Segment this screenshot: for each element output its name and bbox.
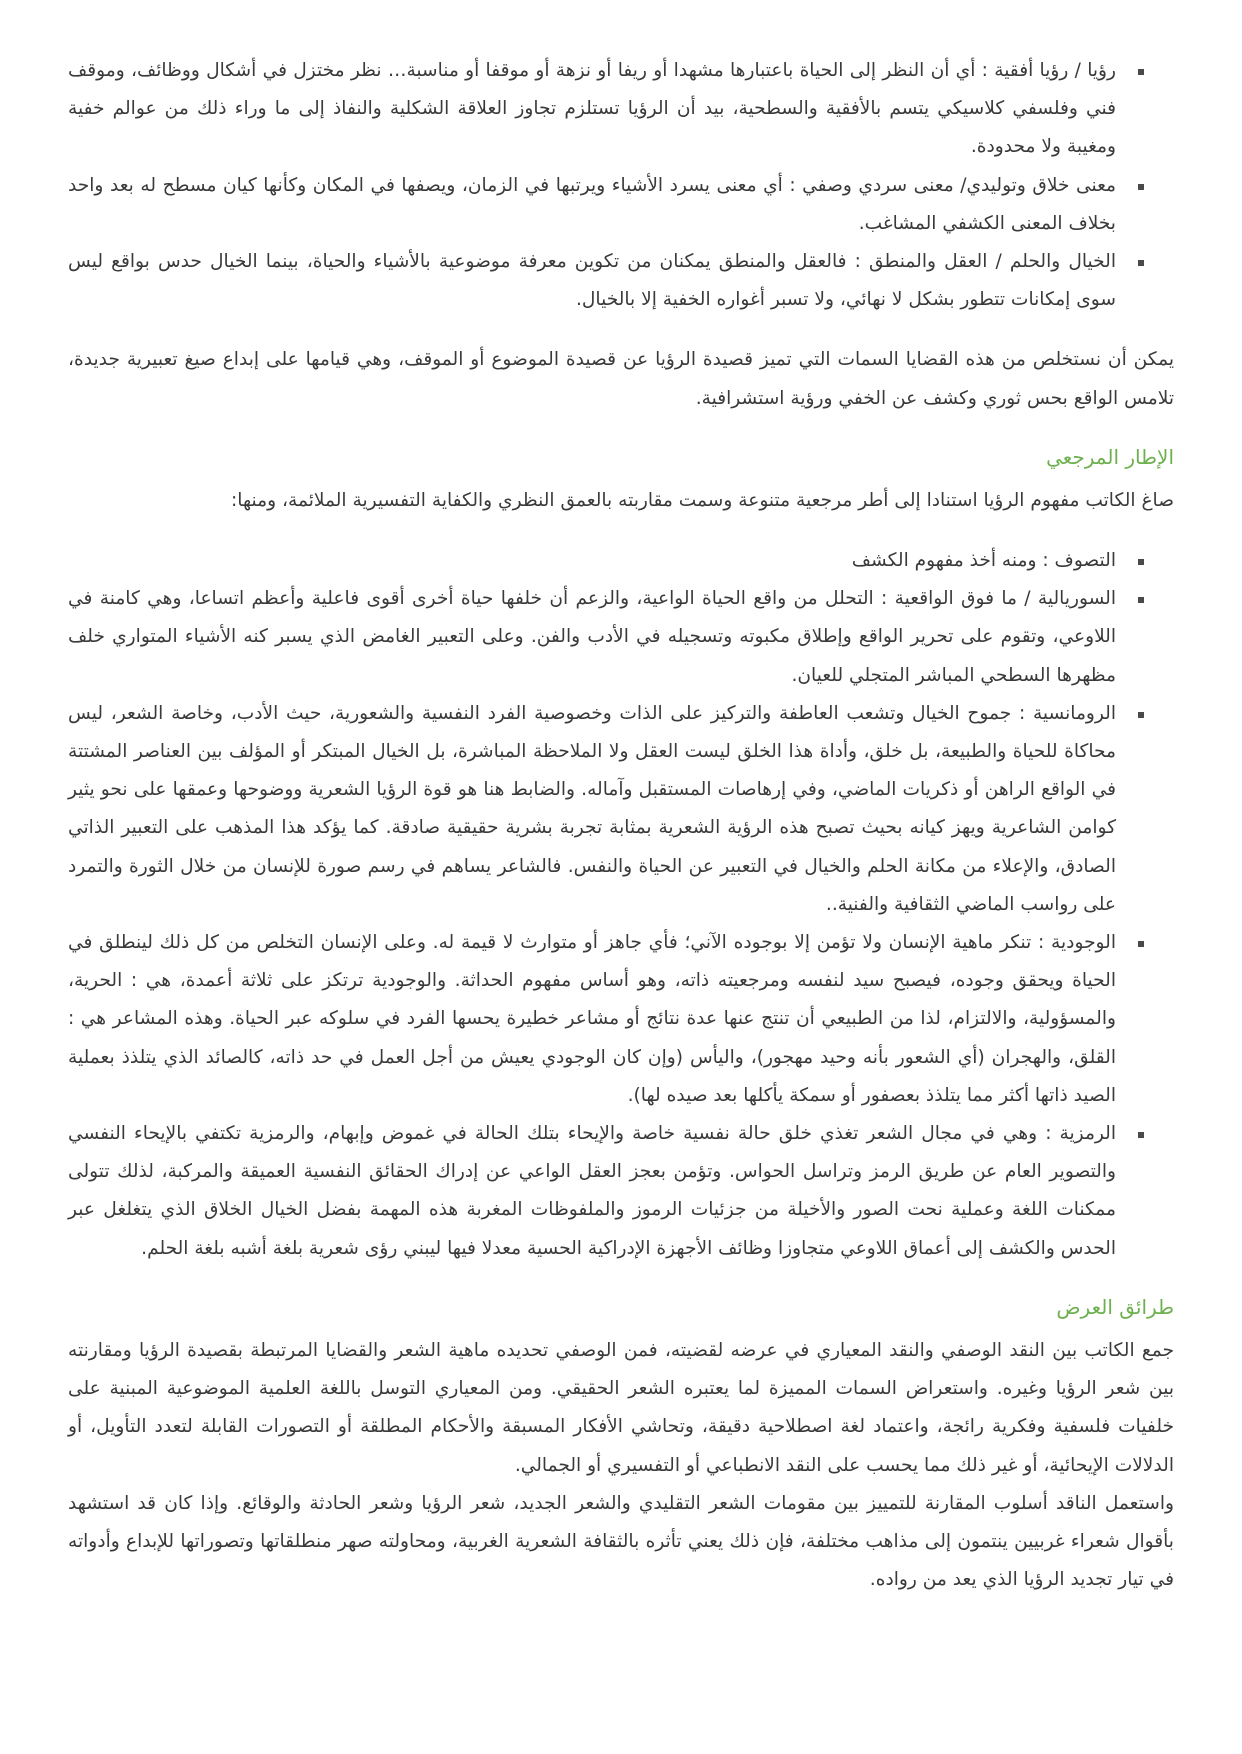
presentation-paragraph: واستعمل الناقد أسلوب المقارنة للتمييز بين مقومات الشعر التقليدي والشعر الجديد، شعر الرؤيا وشعر الحادثة والوقائع. وإذا كان قد استشهد بأقوال شعراء غربيين ينتمون إلى مذاهب مختلفة، فإن ذلك يعني تأثره بالثقافة الشعرية الغربية، ومحاولته صهر منطلقاتها وتصوراتها للإبداع وأدواته في تيار تجديد الرؤيا الذي يعد من رواده.: [68, 1492, 1174, 1591]
reference-intro: صاغ الكاتب مفهوم الرؤيا استنادا إلى أطر مرجعية متنوعة وسمت مقاربته بالعمق النظري والكفاية التفسيرية الملائمة، ومنها:: [231, 489, 1174, 511]
bullet-marker: [1138, 260, 1144, 266]
list-item-text: معنى خلاق وتوليدي/ معنى سردي وصفي : أي معنى يسرد الأشياء ويرتبها في الزمان، ويصفها في المكان وكأنها كيان مسطح له بعد واحد بخلاف المعنى الكشفي المشاغب.: [68, 174, 1116, 234]
section-heading-presentation: طرائق العرض: [1056, 1294, 1174, 1319]
list-item: [68, 243, 1116, 319]
bullet-marker: [1138, 69, 1144, 75]
list-item-text: الرمزية : وهي في مجال الشعر تغذي خلق حالة نفسية خاصة والإيحاء بتلك الحالة في غموض وإبهام، والرمزية تكتفي بالإيحاء النفسي والتصوير العام عن طريق الرمز وتراسل الحواس. وتؤمن بعجز العقل الواعي عن إدراك الحقائق النفسية العميقة والمركبة، لذلك تتولى ممكنات اللغة وعملية نحت الصور والأخيلة من جزئيات الرموز والملفوظات المغربة هذه المهمة بفضل الخيال الخلاق الذي يتغلغل عبر الحدس والكشف إلى أعماق اللاوعي متجاوزا وظائف الأجهزة الإدراكية الحسية معدلا فيها ليبني رؤى شعرية بلغة أشبه بلغة الحلم.: [68, 1123, 1116, 1259]
list-item: [68, 924, 1116, 1115]
list-item: [68, 695, 1116, 924]
bullet-marker: [1138, 184, 1144, 190]
bullet-marker: [1138, 597, 1144, 603]
presentation-paragraph: جمع الكاتب بين النقد الوصفي والنقد المعياري في عرضه لقضيته، فمن الوصفي تحديده ماهية الشعر والقضايا المرتبطة بقصيدة الرؤيا ومقارنته بين شعر الرؤيا وغيره. واستعراض السمات المميزة لما يعتبره الشعر الحقيقي. ومن المعياري التوسل باللغة العلمية الموضوعية المبنية على خلفيات فلسفية وفكرية رائجة، واعتماد لغة اصطلاحية دقيقة، وتحاشي الأفكار المسبقة والأحكام المطلقة أو التصورات القابلة لتعدد التأويل، أو الدلالات الإيحائية، أو غير ذلك مما يحسب على النقد الانطباعي أو التفسيري أو الجمالي.: [68, 1339, 1174, 1476]
list-item: [68, 52, 1116, 167]
definitions-list: [68, 52, 1174, 319]
list-item: [68, 1115, 1116, 1268]
list-item-text: التصوف : ومنه أخذ مفهوم الكشف: [851, 550, 1116, 572]
list-item-text: رؤيا / رؤيا أفقية : أي أن النظر إلى الحياة باعتبارها مشهدا أو ريفا أو نزهة أو موقفا أو مناسبة… نظر مختزل في أشكال ووظائف، وموقف فني وفلسفي كلاسيكي يتسم بالأفقية والسطحية، بيد أن الرؤيا تستلزم تجاوز العلاقة الشكلية والنفاذ إلى ما وراء ذلك من عوالم خفية ومغيبة ولا محدودة.: [68, 60, 1116, 158]
list-item-text: الوجودية : تنكر ماهية الإنسان ولا تؤمن إلا بوجوده الآني؛ فأي جاهز أو متوارث لا قيمة له. وعلى الإنسان التخلص من كل ذلك لينطلق في الحياة ويحقق وجوده، فيصبح سيد لنفسه ومرجعيته ذاته، وهو أساس مفهوم الحداثة. والوجودية ترتكز على ثلاثة أعمدة، هي : الحرية، والمسؤولية، والالتزام، لذا من الطبيعي أن تنتج عنها عدة نتائج أو مشاعر خطيرة يحسها الفرد في سلوكه عبر الحياة. وهذه المشاعر هي : القلق، والهجران (أي الشعور بأنه وحيد مهجور)، واليأس (وإن كان الوجودي يعيش من أجل العمل في حد ذاته، كالصائد الذي يتلذذ بعملية الصيد ذاتها أكثر مما يتلذذ بعصفور أو سمكة يأكلها بعد صيده لها).: [68, 932, 1116, 1106]
list-item-text: السوريالية / ما فوق الواقعية : التحلل من واقع الحياة الواعية، والزعم أن خلفها حياة أخرى أقوى فاعلية وأعظم اتساعا، وهي كامنة في اللاوعي، وتقوم على تحرير الواقع وإطلاق مكبوته وتسجيله في الأدب والفن. وعلى التعبير الغامض الذي يسبر كنه الأشياء المتواري خلف مظهرها السطحي المباشر المتجلي للعيان.: [68, 588, 1116, 686]
list-item: [68, 167, 1116, 243]
list-item-text: الخيال والحلم / العقل والمنطق : فالعقل والمنطق يمكنان من تكوين معرفة موضوعية بالأشياء والحياة، بينما الخيال حدس بواقع ليس سوى إمكانات تتطور بشكل لا نهائي، ولا تسبر أغواره الخفية إلا بالخيال.: [68, 251, 1116, 311]
bullet-marker: [1138, 712, 1144, 718]
bullet-marker: [1138, 559, 1144, 565]
spacer: [68, 528, 1174, 542]
bullet-marker: [1138, 941, 1144, 947]
summary-paragraph: يمكن أن نستخلص من هذه القضايا السمات التي تميز قصيدة الرؤيا عن قصيدة الموضوع أو الموقف، وهي قيامها على إبداع صيغ تعبيرية جديدة، تلامس الواقع بحس ثوري وكشف عن الخفي ورؤية استشرافية.: [68, 349, 1174, 409]
reference-list: [68, 542, 1174, 1268]
section-heading-reference: الإطار المرجعي: [1046, 444, 1174, 469]
list-item: [68, 542, 1116, 580]
list-item-text: الرومانسية : جموح الخيال وتشعب العاطفة والتركيز على الذات وخصوصية الفرد النفسية والشعورية، حيث الأدب، وخاصة الشعر، ليس محاكاة للحياة والطبيعة، بل خلق، وأداة هذا الخلق ليست العقل ولا الملاحظة المباشرة، بل الخيال المبتكر أو المؤلف بين العناصر المشتتة في الواقع الراهن أو ذكريات الماضي، وفي إرهاصات المستقبل وآماله. والضابط هنا هو قوة الرؤيا الشعرية ووضوحها وعمقها على نحو يثير كوامن الشاعرية ويهز كيانه بحيث تصبح هذه الرؤية الشعرية بمثابة تجربة بشرية حقيقية صادقة. كما يؤكد هذا المذهب على التعبير الذاتي الصادق، والإعلاء من مكانة الحلم والخيال في التعبير عن الحياة والنفس. فالشاعر يساهم في رسم صورة للإنسان من خلال الثورة والتمرد على رواسب الماضي الثقافية والفنية..: [68, 702, 1116, 915]
bullet-marker: [1138, 1132, 1144, 1138]
list-item: [68, 580, 1116, 695]
